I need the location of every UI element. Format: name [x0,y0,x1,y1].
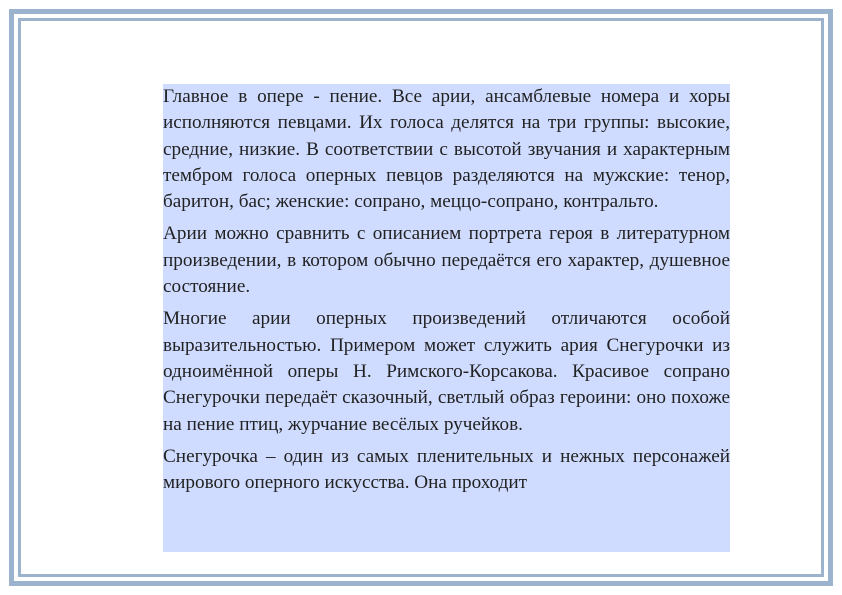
paragraph-arias: Арии можно сравнить с описанием портрета героя в литературном произведении, в котором обычно передаётся его характер, душевное состояние. [163,223,730,298]
paragraph-snegurochka-character: Снегурочка – один из самых пленительных и нежных персонажей мирового оперного искусства. Она проходит [163,445,730,494]
paragraph-snegurochka-aria: Многие арии оперных произведений отличаются особой выразительностью. Примером может служить ария Снегурочки из одноимённой оперы Н. Римского-Корсакова. Красивое сопрано Снегурочки передаёт сказочный, светлый образ героини: оно похоже на пение птиц, журчание весёлых ручейков. [163,308,730,435]
text-box [163,84,730,552]
paragraph-singing: Главное в опере - пение. Все арии, ансамблевые номера и хоры исполняются певцами. Их голоса делятся на три группы: высокие, средние, низкие. В соответствии с высотой звучания и характерным тембром голоса оперных певцов разделяются на мужские: тенор, баритон, бас; женские: сопрано, меццо-сопрано, контральто. [163,86,730,213]
